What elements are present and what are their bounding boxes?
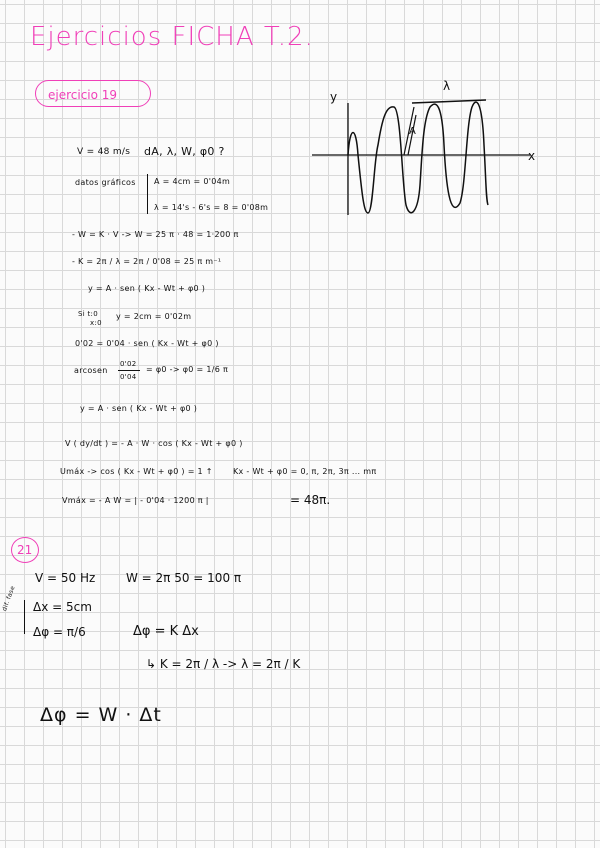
ex19-datos-2: λ = 14's - 6's = 8 = 0'08m <box>154 203 269 212</box>
ex19-si-cond: Si t:0 <box>78 310 98 318</box>
lambda-label: λ <box>443 79 451 93</box>
exercise-19-label: ejercicio 19 <box>35 80 151 107</box>
ex19-umax-2: Kx - Wt + φ0 = 0, π, 2π, 3π ... mπ <box>233 467 377 476</box>
ex19-umax-1: Umáx -> cos ( Kx - Wt + φ0 ) = 1 ↑ <box>60 467 213 476</box>
ex19-frac-den: 0'04 <box>120 373 137 381</box>
ex19-vmax: Vmáx = - A W = | - 0'04 · 1200 π | <box>62 496 209 505</box>
ex19-eq-v: V ( dy/dt ) = - A · W · cos ( Kx - Wt + φ0 ) <box>65 439 243 448</box>
ex19-eq-sub: 0'02 = 0'04 · sen ( Kx - Wt + φ0 ) <box>75 339 219 348</box>
ex21-lambda-relation: ↳ K = 2π / λ -> λ = 2π / K <box>146 657 301 671</box>
ex21-dphi: Δφ = π/6 <box>33 625 86 639</box>
ex21-frequency: V = 50 Hz <box>35 571 96 585</box>
ex19-si-result: y = 2cm = 0'02m <box>116 312 192 321</box>
ex19-eq-k: - K = 2π / λ = 2π / 0'08 = 25 π m⁻¹ <box>72 257 222 266</box>
y-axis-label: y <box>330 90 338 104</box>
ex19-arcsen-label: arcosen <box>74 366 108 375</box>
ex19-unknowns: dA, λ, W, φ0 ? <box>144 145 225 158</box>
brace <box>24 600 25 634</box>
ex19-velocity: V = 48 m/s <box>77 147 131 157</box>
ex19-eq-y: y = A · sen ( Kx - Wt + φ0 ) <box>88 284 206 293</box>
exercise-21-label: 21 <box>11 537 39 563</box>
x-axis-label: x <box>528 149 536 163</box>
ex19-eq-w: - W = K · V -> W = 25 π · 48 = 1·200 π <box>72 230 239 239</box>
wave-curve <box>348 102 488 213</box>
ex19-eq-y2: y = A · sen ( Kx - Wt + φ0 ) <box>80 404 198 413</box>
ex21-omega: W = 2π 50 = 100 π <box>126 571 242 585</box>
ex19-vmax-result: = 48π. <box>290 493 331 507</box>
ex21-dx: Δx = 5cm <box>33 600 92 614</box>
ex19-arcsen-result: = φ0 -> φ0 = 1/6 π <box>146 365 229 374</box>
ex19-datos-1: A = 4cm = 0'04m <box>154 177 231 186</box>
amplitude-label: A <box>409 126 417 137</box>
ex19-datos-label: datos gráficos <box>75 178 136 187</box>
ex19-frac-num: 0'02 <box>120 360 137 368</box>
ex19-si-cond2: x:0 <box>90 319 102 327</box>
ex21-big-equation: Δφ = W · Δt <box>40 704 162 726</box>
wave-graph <box>300 85 560 225</box>
ex21-side-note: dif. fase <box>1 584 17 613</box>
fraction-bar <box>118 370 140 371</box>
ex21-relation: Δφ = K Δx <box>133 624 199 639</box>
page-title: Ejercicios FICHA T.2. <box>30 22 314 52</box>
brace <box>147 174 148 214</box>
